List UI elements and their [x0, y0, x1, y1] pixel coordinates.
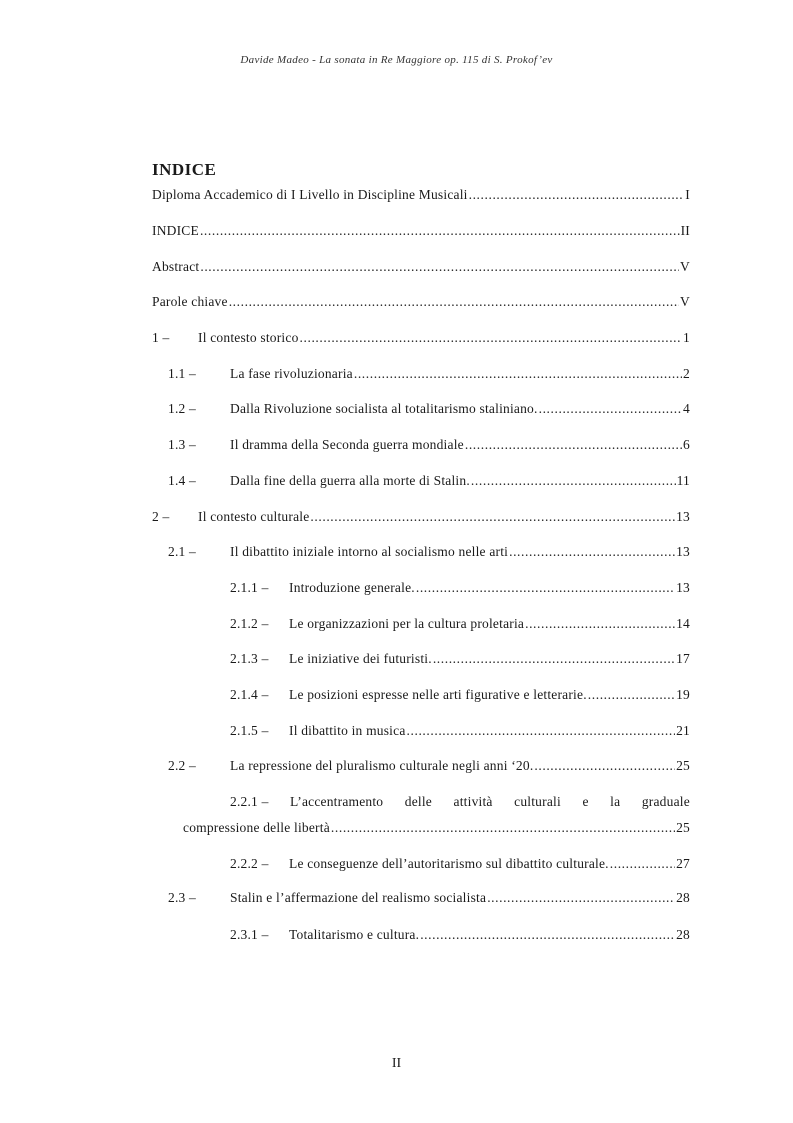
toc-entry-page: 14 [676, 616, 690, 631]
toc-entry[interactable] [152, 223, 690, 245]
dot-leader [433, 651, 675, 667]
toc-entry-text: La fase rivoluzionaria [230, 366, 353, 381]
toc-entry-page: 13 [676, 580, 690, 595]
toc-entry[interactable] [168, 437, 690, 459]
toc-entry[interactable] [230, 687, 690, 709]
toc-entry-page: V [680, 259, 690, 274]
toc-entry-word: culturali [514, 794, 561, 809]
toc-entry[interactable] [152, 330, 690, 352]
toc-entry-number: 2.3 – [168, 890, 196, 905]
toc-entry-text: Stalin e l’affermazione del realismo socialista [230, 890, 487, 905]
dot-leader [465, 437, 682, 453]
dot-leader [487, 890, 675, 906]
toc-entry-text: Abstract [152, 259, 200, 274]
toc-entry-page: 6 [683, 437, 690, 452]
toc-entry-page: 21 [676, 723, 690, 738]
toc-entry-text: Le posizioni espresse nelle arti figurative e letterarie. [289, 687, 587, 702]
toc-entry-text: Il dibattito in musica [289, 723, 406, 738]
dot-leader [331, 820, 675, 836]
toc-entry-text: Dalla Rivoluzione socialista al totalitarismo staliniano. [230, 401, 538, 416]
toc-entry-number: 2.1.1 – [230, 580, 269, 595]
toc-entry-page: V [680, 294, 690, 309]
dot-leader [200, 223, 680, 239]
dot-leader [310, 509, 675, 525]
toc-entry-page: 2 [683, 366, 690, 381]
dot-leader [610, 856, 675, 872]
toc-entry-number: 2.1.5 – [230, 723, 269, 738]
dot-leader [588, 687, 675, 703]
toc-entry-page: 1 [683, 330, 690, 345]
toc-entry-word: attività [453, 794, 493, 809]
toc-entry-number: 2.1.3 – [230, 651, 269, 666]
dot-leader [509, 544, 675, 560]
toc-entry[interactable] [152, 294, 690, 316]
toc-entry-number: 2.3.1 – [230, 927, 269, 942]
toc-entry[interactable] [168, 544, 690, 566]
toc-entry-page: 27 [676, 856, 690, 871]
toc-entry-word: la [610, 794, 621, 809]
toc-entry-justified-line[interactable] [230, 794, 690, 810]
toc-entry-page: 25 [676, 758, 690, 773]
dot-leader [534, 758, 675, 774]
toc-entry-text: Le organizzazioni per la cultura proletaria [289, 616, 525, 631]
dot-leader [200, 259, 679, 275]
toc-entry-number: 1 – [152, 330, 170, 345]
toc-entry[interactable] [230, 651, 690, 673]
toc-entry-page: 17 [676, 651, 690, 666]
toc-entry-text: Il contesto storico [198, 330, 299, 345]
toc-entry[interactable] [230, 927, 690, 949]
toc-entry[interactable] [183, 820, 690, 842]
toc-entry-text: Il dibattito iniziale intorno al socialismo nelle arti [230, 544, 509, 559]
toc-entry[interactable] [168, 473, 690, 495]
toc-entry-word: L’accentramento [290, 794, 384, 809]
toc-entry-number: 2.1.4 – [230, 687, 269, 702]
toc-entry-text: Le conseguenze dell’autoritarismo sul dibattito culturale. [289, 856, 609, 871]
toc-entry-page: 4 [683, 401, 690, 416]
dot-leader [407, 723, 676, 739]
toc-entry[interactable] [152, 509, 690, 531]
dot-leader [416, 580, 675, 596]
dot-leader [469, 187, 685, 203]
toc-entry-text: Totalitarismo e cultura. [289, 927, 420, 942]
toc-entry-number: 2.2 – [168, 758, 196, 773]
toc-entry-number: 2.2.1 – [230, 794, 269, 809]
toc-entry[interactable] [230, 580, 690, 602]
toc-entry[interactable] [168, 401, 690, 423]
toc-entry[interactable] [152, 187, 690, 209]
toc-entry-text: Il contesto culturale [198, 509, 310, 524]
toc-entry-number: 2 – [152, 509, 170, 524]
toc-entry-text: Le iniziative dei futuristi. [289, 651, 432, 666]
dot-leader [525, 616, 675, 632]
toc-entry-page: 19 [676, 687, 690, 702]
dot-leader [420, 927, 675, 943]
toc-entry-number: 1.4 – [168, 473, 196, 488]
toc-entry-word: delle [404, 794, 433, 809]
toc-entry-text: Il dramma della Seconda guerra mondiale [230, 437, 464, 452]
toc-entry-number: 1.3 – [168, 437, 196, 452]
running-header: Davide Madeo - La sonata in Re Maggiore op. 115 di S. Prokof’ev [240, 54, 553, 66]
toc-entry-text: Parole chiave [152, 294, 228, 309]
toc-entry-text: INDICE [152, 223, 199, 238]
dot-leader [229, 294, 679, 310]
dot-leader [471, 473, 676, 489]
page-number: II [391, 1056, 402, 1071]
toc-entry-page: 25 [676, 820, 690, 835]
toc-entry-page: 13 [676, 509, 690, 524]
dot-leader [354, 366, 682, 382]
toc-entry-word: e [582, 794, 589, 809]
toc-entry-number: 1.2 – [168, 401, 196, 416]
toc-entry-page: 28 [676, 927, 690, 942]
toc-entry[interactable] [168, 366, 690, 388]
toc-entry-number: 2.1.2 – [230, 616, 269, 631]
toc-entry-text: La repressione del pluralismo culturale negli anni ‘20. [230, 758, 534, 773]
dot-leader [539, 401, 682, 417]
toc-entry-page: I [685, 187, 690, 202]
toc-entry[interactable] [168, 758, 690, 780]
toc-entry[interactable] [152, 259, 690, 281]
toc-entry-text: Diploma Accademico di I Livello in Discipline Musicali [152, 187, 468, 202]
toc-entry-page: 28 [676, 890, 690, 905]
toc-entry[interactable] [168, 890, 690, 912]
toc-title: INDICE [152, 160, 217, 179]
dot-leader [300, 330, 683, 346]
toc-entry-page: 13 [676, 544, 690, 559]
toc-entry-text: compressione delle libertà [183, 820, 330, 835]
toc-entry-page: 11 [676, 473, 690, 488]
toc-entry-text: Introduzione generale. [289, 580, 415, 595]
toc-entry[interactable] [230, 856, 690, 878]
toc-entry-number: 1.1 – [168, 366, 196, 381]
toc-entry[interactable] [230, 616, 690, 638]
toc-entry-number: 2.2.2 – [230, 856, 269, 871]
toc-entry-word: graduale [641, 794, 690, 809]
toc-entry-number: 2.1 – [168, 544, 196, 559]
toc-entry[interactable] [230, 723, 690, 745]
toc-entry-text: Dalla fine della guerra alla morte di Stalin. [230, 473, 470, 488]
toc-entry-page: II [680, 223, 690, 238]
